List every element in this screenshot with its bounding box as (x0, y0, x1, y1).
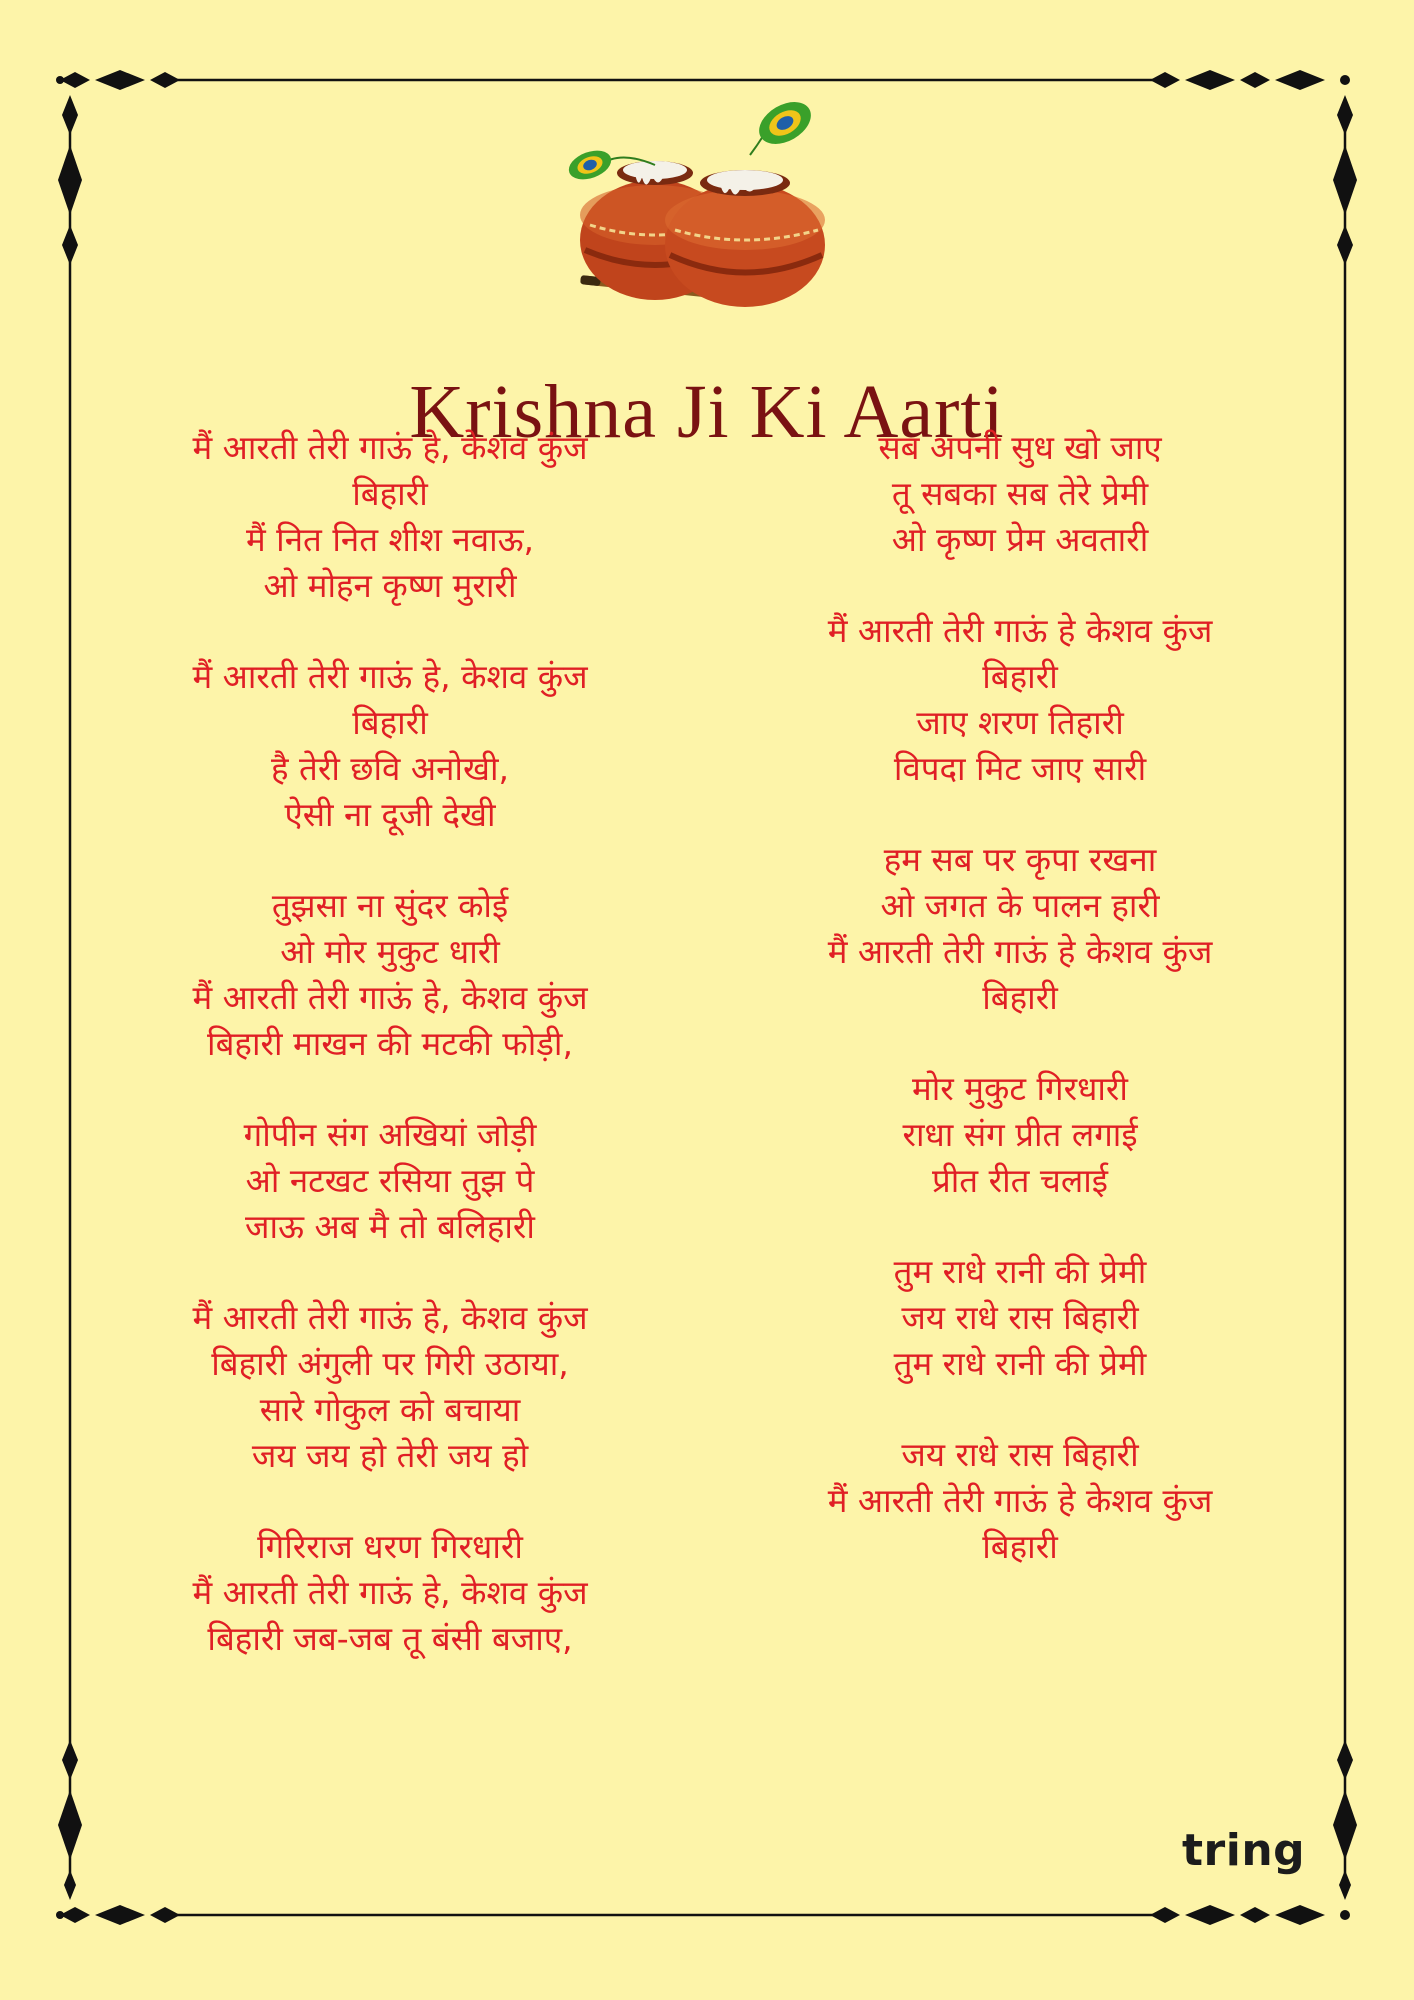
lyric-line: बिहारी अंगुली पर गिरी उठाया, (211, 1344, 569, 1383)
lyric-line: सारे गोकुल को बचाया (259, 1390, 521, 1429)
stanza (710, 425, 1330, 563)
lyric-line: जय राधे रास बिहारी (901, 1435, 1139, 1474)
lyric-line: हम सब पर कृपा रखना (883, 840, 1157, 879)
lyric-line: बिहारी जब-जब तू बंसी बजाए, (207, 1619, 573, 1658)
lyric-line: तुझसा ना सुंदर कोई (271, 886, 509, 925)
lyric-line: मैं आरती तेरी गाऊं हे, केशव कुंज (192, 1298, 588, 1337)
lyric-line: बिहारी (982, 657, 1058, 696)
lyric-line: बिहारी (982, 978, 1058, 1017)
lyric-line: प्रीत रीत चलाई (931, 1161, 1109, 1200)
lyric-line: मैं आरती तेरी गाऊं हे, केशव कुंज (192, 1573, 588, 1612)
lyric-line: सब अपनी सुध खो जाए (878, 428, 1162, 467)
stanza (710, 837, 1330, 1021)
lyric-line: मैं आरती तेरी गाऊं हे, केशव कुंज (192, 978, 588, 1017)
lyric-line: ओ मोर मुकुट धारी (280, 932, 500, 971)
lyric-line: मैं आरती तेरी गाऊं हे केशव कुंज (827, 611, 1213, 650)
stanza (80, 883, 700, 1067)
stanza (80, 1112, 700, 1250)
lyric-line: मैं आरती तेरी गाऊं हे केशव कुंज (827, 1481, 1213, 1520)
lyric-line: तू सबका सब तेरे प्रेमी (891, 474, 1149, 513)
lyric-line: तुम राधे रानी की प्रेमी (893, 1252, 1147, 1291)
brand-logo: tring (1182, 1825, 1306, 1876)
lyric-line: मैं आरती तेरी गाऊं हे, केशव कुंज (192, 657, 588, 696)
stanza (710, 1249, 1330, 1387)
lyric-line: ओ मोहन कृष्ण मुरारी (263, 566, 517, 605)
lyrics-column-left (80, 425, 700, 1707)
stanza (710, 608, 1330, 792)
lyric-line: राधा संग प्रीत लगाई (902, 1115, 1138, 1154)
stanza (710, 1066, 1330, 1204)
lyric-line: ओ जगत के पालन हारी (880, 886, 1160, 925)
stanza (80, 654, 700, 838)
lyric-line: गोपीन संग अखियां जोड़ी (243, 1115, 537, 1154)
lyric-line: ओ कृष्ण प्रेम अवतारी (891, 520, 1149, 559)
lyric-line: मैं आरती तेरी गाऊं हे केशव कुंज (827, 932, 1213, 971)
lyric-line: बिहारी (352, 474, 428, 513)
lyric-line: जाऊ अब मै तो बलिहारी (245, 1207, 535, 1246)
lyric-line: गिरिराज धरण गिरधारी (257, 1527, 523, 1566)
matki-pots-illustration (560, 95, 830, 320)
lyric-line: मैं नित नित शीश नवाऊ, (245, 520, 535, 559)
lyric-line: मैं आरती तेरी गाऊं हे, केशव कुंज (192, 428, 588, 467)
lyric-line: बिहारी (982, 1527, 1058, 1566)
lyric-line: विपदा मिट जाए सारी (893, 749, 1147, 788)
lyrics-column-right (710, 425, 1330, 1615)
lyric-line: ओ नटखट रसिया तुझ पे (245, 1161, 535, 1200)
lyric-line: जय राधे रास बिहारी (901, 1298, 1139, 1337)
page-title: Krishna Ji Ki Aarti (409, 369, 1005, 454)
lyric-line: बिहारी माखन की मटकी फोड़ी, (207, 1024, 573, 1063)
lyric-line: है तेरी छवि अनोखी, (271, 749, 509, 788)
lyric-line: ऐसी ना दूजी देखी (284, 795, 496, 834)
lyric-line: मोर मुकुट गिरधारी (912, 1069, 1128, 1108)
stanza (710, 1432, 1330, 1570)
lyric-line: जाए शरण तिहारी (916, 703, 1124, 742)
lyric-line: जय जय हो तेरी जय हो (251, 1436, 529, 1475)
stanza (80, 1524, 700, 1662)
lyric-line: बिहारी (352, 703, 428, 742)
stanza (80, 425, 700, 609)
lyric-line: तुम राधे रानी की प्रेमी (893, 1344, 1147, 1383)
stanza (80, 1295, 700, 1479)
